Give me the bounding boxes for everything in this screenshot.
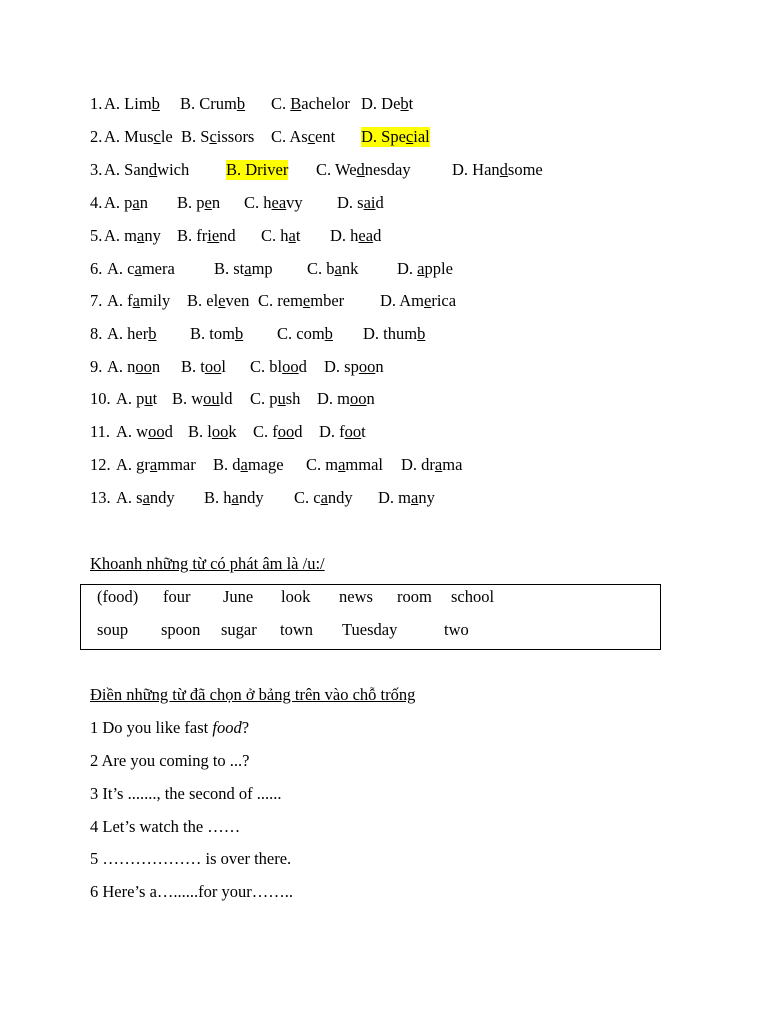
underlined-letters: a: [134, 259, 142, 278]
fill-in-sentence: [90, 817, 240, 837]
option-text: A. gr: [116, 455, 150, 474]
answer-option: [258, 291, 344, 311]
answer-option: [307, 259, 358, 279]
option-text: B. h: [204, 488, 232, 507]
answer-option: [319, 422, 366, 442]
underlined-letters: ea: [358, 226, 374, 245]
underlined-letters: a: [244, 259, 252, 278]
option-text: le: [160, 127, 173, 146]
answer-option: [104, 94, 160, 114]
option-text: n: [151, 357, 161, 376]
underlined-letters: b: [417, 324, 426, 343]
answer-option: [104, 160, 189, 180]
underlined-letters: d: [356, 160, 365, 179]
option-text: nk: [341, 259, 359, 278]
question-number: 10.: [90, 389, 115, 408]
answer-option: [180, 94, 245, 114]
option-text: ?: [241, 718, 250, 737]
underlined-letters: a: [132, 291, 140, 310]
word-cell: two: [444, 620, 469, 639]
word-cell: (food): [97, 587, 139, 606]
underlined-letters: a: [137, 226, 145, 245]
underlined-letters: a: [334, 259, 342, 278]
answer-option: [250, 389, 300, 409]
option-text: A. San: [104, 160, 149, 179]
option-text: mmal: [345, 455, 383, 474]
answer-option: [116, 389, 157, 409]
option-text: A. f: [107, 291, 133, 310]
underlined-letters: oo: [211, 422, 229, 441]
underlined-letters: ou: [203, 389, 220, 408]
option-text: C. f: [253, 422, 278, 441]
option-text: k: [228, 422, 237, 441]
option-text: ld: [219, 389, 233, 408]
underlined-letters: ai: [363, 193, 376, 212]
answer-option: [116, 488, 175, 508]
answer-option: [316, 160, 411, 180]
option-text: ny: [144, 226, 161, 245]
answer-option: [337, 193, 384, 213]
option-text: d: [298, 357, 307, 376]
underlined-letters: a: [417, 259, 425, 278]
option-text: mber: [310, 291, 345, 310]
option-text: A. p: [116, 389, 145, 408]
underlined-letters: c: [153, 127, 161, 146]
word-cell: look: [281, 587, 311, 606]
answer-option: [190, 324, 243, 344]
answer-option: [250, 357, 307, 377]
option-text: B. el: [187, 291, 219, 310]
underlined-letters: a: [320, 488, 328, 507]
option-text: D. f: [319, 422, 345, 441]
option-text: C. c: [294, 488, 321, 507]
underlined-letters: oo: [350, 389, 367, 408]
fill-in-sentence: [90, 718, 249, 738]
option-text: ndy: [238, 488, 264, 507]
option-text: B. st: [214, 259, 245, 278]
word-box: [80, 584, 661, 650]
option-text: sh: [285, 389, 301, 408]
answer-option: [317, 389, 375, 409]
option-text: C. p: [250, 389, 278, 408]
word-cell: town: [280, 620, 313, 639]
option-text: C. m: [306, 455, 339, 474]
option-text: C. com: [277, 324, 325, 343]
answer-option: [177, 193, 220, 213]
underlined-letters: B: [290, 94, 302, 113]
option-text: B. Crum: [180, 94, 237, 113]
option-text: d: [294, 422, 303, 441]
option-text: D. dr: [401, 455, 435, 474]
answer-option: [104, 193, 148, 213]
answer-option: [213, 455, 284, 475]
option-text: 6 Here’s a…......for your……..: [90, 882, 293, 901]
underlined-letters: oo: [282, 357, 299, 376]
option-text: t: [152, 389, 158, 408]
answer-option: [226, 160, 288, 180]
option-text: B. d: [213, 455, 241, 474]
underlined-letters: oo: [148, 422, 165, 441]
underlined-letters: b: [236, 94, 246, 113]
underlined-letters: d: [499, 160, 508, 179]
underlined-letters: b: [324, 324, 333, 343]
option-text: B. l: [188, 422, 212, 441]
answer-option: [104, 226, 161, 246]
underlined-letters: oo: [277, 422, 295, 441]
fill-heading: Điền những từ đã chọn ở bảng trên vào chỗ trống: [90, 685, 416, 704]
option-text: mily: [140, 291, 171, 310]
underlined-letters: u: [144, 389, 153, 408]
answer-option: [306, 455, 383, 475]
option-text: l: [221, 357, 226, 376]
option-text: C. h: [244, 193, 272, 212]
underlined-letters: oo: [204, 357, 222, 376]
answer-option: [107, 259, 175, 279]
underlined-letters: oo: [135, 357, 152, 376]
question-number: 13.: [90, 488, 115, 507]
option-text: B. S: [181, 127, 210, 146]
underlined-letters: a: [142, 488, 150, 507]
option-text: mp: [251, 259, 273, 278]
option-text: n: [139, 193, 148, 212]
option-text: C. bl: [250, 357, 283, 376]
option-text: D. Spe: [361, 127, 406, 146]
option-text: ndy: [327, 488, 353, 507]
question-number: 9.: [90, 357, 107, 376]
option-text: B. Driver: [226, 160, 289, 179]
word-cell: room: [397, 587, 432, 606]
answer-option: [294, 488, 353, 508]
option-text: A. her: [107, 324, 149, 343]
option-text: d: [373, 226, 382, 245]
option-text: t: [295, 226, 301, 245]
underlined-letters: e: [218, 291, 226, 310]
option-text: A. m: [104, 226, 137, 245]
option-text: B. w: [172, 389, 204, 408]
option-text: n: [366, 389, 375, 408]
word-cell: spoon: [161, 620, 201, 639]
underlined-letters: a: [338, 455, 346, 474]
word-cell: school: [451, 587, 495, 606]
option-text: D. m: [317, 389, 350, 408]
option-text: rica: [431, 291, 457, 310]
box-heading: Khoanh những từ có phát âm là /u:/: [90, 554, 325, 573]
word-cell: June: [223, 587, 254, 606]
underlined-letters: u: [277, 389, 286, 408]
option-text: B. t: [181, 357, 205, 376]
underlined-letters: a: [240, 455, 248, 474]
underlined-letters: a: [149, 455, 158, 474]
option-text: C. h: [261, 226, 289, 245]
word-cell: news: [339, 587, 373, 606]
underlined-letters: ea: [271, 193, 287, 212]
option-text: t: [361, 422, 366, 441]
underlined-letters: e: [302, 291, 311, 310]
answer-option: [116, 422, 173, 442]
option-text: achelor: [301, 94, 350, 113]
option-text: D. De: [361, 94, 401, 113]
option-text: ma: [442, 455, 463, 474]
answer-option: [361, 127, 430, 147]
fill-in-sentence: [90, 784, 282, 804]
answer-option: [107, 291, 170, 311]
answer-option: [363, 324, 425, 344]
answer-option: [172, 389, 233, 409]
italic-word: food: [212, 718, 242, 737]
option-text: ndy: [149, 488, 175, 507]
option-text: B. p: [177, 193, 205, 212]
answer-option: [116, 455, 196, 475]
option-text: A. n: [107, 357, 136, 376]
option-text: D. h: [330, 226, 359, 245]
option-text: n: [375, 357, 384, 376]
option-text: D. s: [337, 193, 364, 212]
underlined-letters: oo: [344, 422, 362, 441]
answer-option: [324, 357, 384, 377]
answer-option: [271, 94, 350, 114]
underlined-letters: e: [204, 193, 212, 212]
option-text: mmar: [157, 455, 196, 474]
underlined-letters: oo: [358, 357, 376, 376]
option-text: ven: [225, 291, 250, 310]
answer-option: [181, 127, 254, 147]
underlined-letters: ie: [207, 226, 220, 245]
option-text: n: [211, 193, 221, 212]
question-number: 8.: [90, 324, 107, 343]
option-text: d: [375, 193, 384, 212]
question-number: 11.: [90, 422, 115, 441]
option-text: some: [507, 160, 543, 179]
answer-option: [181, 357, 226, 377]
answer-option: [261, 226, 300, 246]
answer-option: [271, 127, 335, 147]
answer-option: [361, 94, 413, 114]
answer-option: [452, 160, 543, 180]
answer-option: [104, 127, 173, 147]
underlined-letters: a: [411, 488, 419, 507]
option-text: nd: [219, 226, 236, 245]
option-text: A. s: [116, 488, 143, 507]
option-text: ny: [418, 488, 435, 507]
option-text: A. Lim: [104, 94, 152, 113]
underlined-letters: d: [148, 160, 158, 179]
underlined-letters: b: [148, 324, 157, 343]
underlined-letters: a: [132, 193, 140, 212]
underlined-letters: b: [151, 94, 160, 113]
option-text: C. We: [316, 160, 357, 179]
option-text: D. thum: [363, 324, 418, 343]
underlined-letters: a: [434, 455, 443, 474]
option-text: wich: [157, 160, 190, 179]
answer-option: [277, 324, 333, 344]
fill-in-sentence: [90, 882, 293, 902]
fill-in-sentence: [90, 751, 249, 771]
underlined-letters: b: [234, 324, 244, 343]
option-text: ial: [413, 127, 430, 146]
option-text: 4 Let’s watch the ……: [90, 817, 241, 836]
answer-option: [204, 488, 264, 508]
underlined-letters: b: [400, 94, 409, 113]
option-text: D. sp: [324, 357, 359, 376]
answer-option: [397, 259, 453, 279]
underlined-letters: e: [424, 291, 432, 310]
option-text: mage: [247, 455, 284, 474]
word-cell: sugar: [221, 620, 257, 639]
option-text: A. Mus: [104, 127, 154, 146]
option-text: issors: [216, 127, 255, 146]
answer-option: [253, 422, 303, 442]
option-text: nesday: [364, 160, 411, 179]
answer-option: [188, 422, 237, 442]
option-text: pple: [424, 259, 453, 278]
option-text: C. rem: [258, 291, 303, 310]
option-text: D.: [397, 259, 418, 278]
option-text: mera: [141, 259, 175, 278]
question-number: 12.: [90, 455, 115, 474]
word-cell: four: [163, 587, 191, 606]
answer-option: [214, 259, 273, 279]
option-text: D. m: [378, 488, 411, 507]
option-text: C. b: [307, 259, 335, 278]
option-text: ent: [315, 127, 336, 146]
fill-in-sentence: [90, 849, 291, 869]
option-text: C.: [271, 94, 291, 113]
option-text: vy: [286, 193, 303, 212]
answer-option: [378, 488, 435, 508]
option-text: 3 It’s ......., the second of ......: [90, 784, 282, 803]
option-text: A. p: [104, 193, 133, 212]
option-text: 5 ……………… is over there.: [90, 849, 292, 868]
question-number: 2.: [90, 127, 103, 146]
question-number: 4.: [90, 193, 103, 212]
question-number: 3.: [90, 160, 103, 179]
underlined-letters: a: [231, 488, 239, 507]
underlined-letters: c: [307, 127, 316, 146]
underlined-letters: c: [209, 127, 217, 146]
question-number: 6.: [90, 259, 107, 278]
question-number: 7.: [90, 291, 107, 310]
answer-option: [401, 455, 462, 475]
option-text: C. As: [271, 127, 308, 146]
question-number: 5.: [90, 226, 103, 245]
option-text: t: [408, 94, 414, 113]
option-text: B. fr: [177, 226, 208, 245]
option-text: 2 Are you coming to ...?: [90, 751, 250, 770]
answer-option: [380, 291, 456, 311]
answer-option: [244, 193, 303, 213]
question-number: 1.: [90, 94, 103, 113]
answer-option: [107, 357, 160, 377]
answer-option: [177, 226, 236, 246]
option-text: A. w: [116, 422, 149, 441]
answer-option: [187, 291, 249, 311]
option-text: d: [164, 422, 173, 441]
option-text: 1 Do you like fast: [90, 718, 213, 737]
option-text: A. c: [107, 259, 135, 278]
answer-option: [107, 324, 156, 344]
underlined-letters: a: [288, 226, 296, 245]
underlined-letters: c: [405, 127, 414, 146]
word-cell: soup: [97, 620, 129, 639]
word-cell: Tuesday: [342, 620, 398, 639]
answer-option: [330, 226, 381, 246]
option-text: D. Am: [380, 291, 425, 310]
option-text: B. tom: [190, 324, 235, 343]
option-text: D. Han: [452, 160, 500, 179]
